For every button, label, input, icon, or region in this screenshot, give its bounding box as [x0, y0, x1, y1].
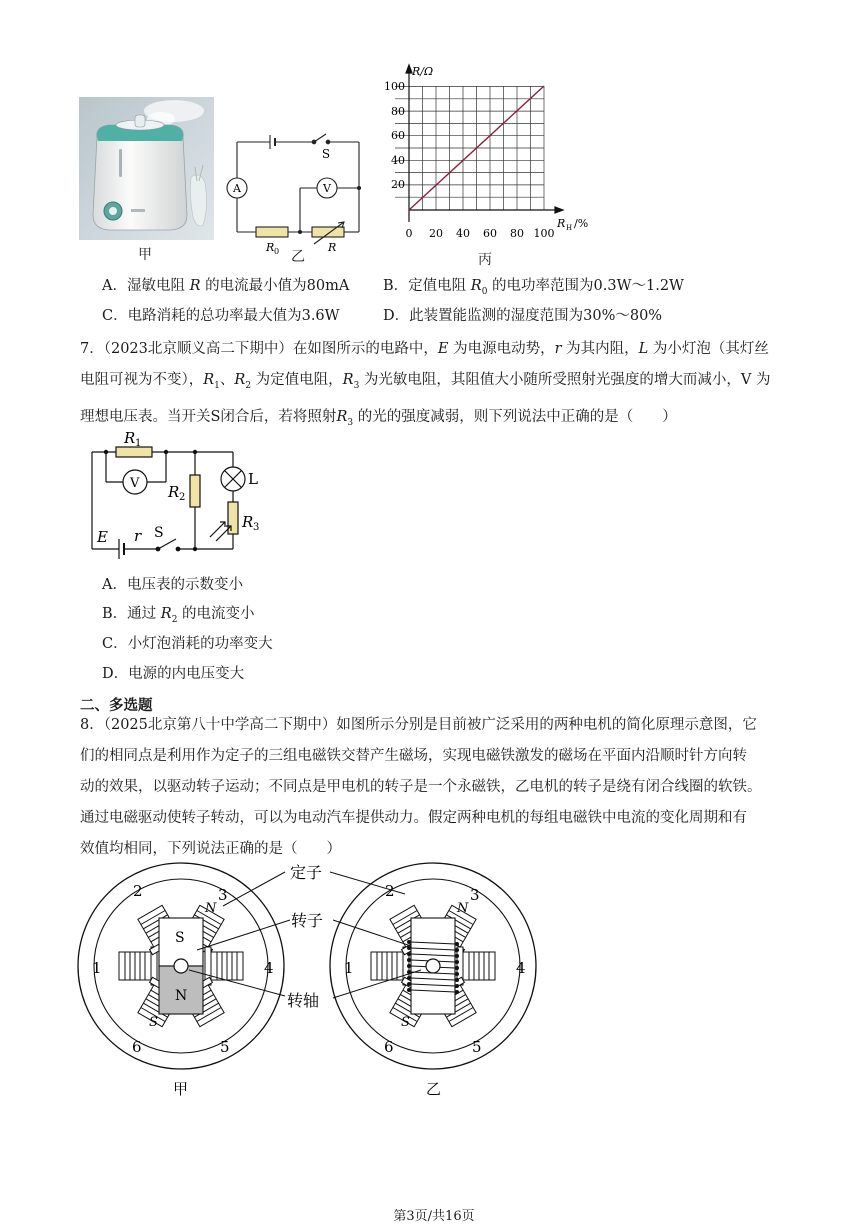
graph-x-tick: 0 — [405, 227, 413, 240]
q6-option-b[interactable]: B．定值电阻 $R_0$ 的电功率范围为0.3W～1.2W — [383, 278, 684, 297]
q6-option-c[interactable]: C．电路消耗的总功率最大值为3.6W — [102, 308, 340, 324]
q8-stem — [80, 710, 792, 865]
graph-y-tick: 20 — [391, 178, 405, 191]
resistance-humidity-graph — [370, 62, 605, 247]
q8-line: 动的效果，以驱动转子运动；不同点是甲电机的转子是一个永磁铁，乙电机的转子是绕有闭合线圈的软铁。 — [80, 779, 762, 795]
coil-number: 5 — [472, 1038, 482, 1056]
voltmeter-symbol: V — [323, 182, 331, 195]
motor-label-yi: 乙 — [426, 1080, 442, 1098]
stator-pole-s: S — [149, 1015, 158, 1030]
q7-internal-r-label: r — [134, 527, 142, 545]
ammeter-symbol: A — [233, 182, 241, 195]
rotor-pole-s: S — [175, 930, 185, 946]
humidifier-photo — [79, 97, 214, 240]
q8-line: 效值均相同，下列说法正确的是（ ） — [80, 841, 341, 857]
stator-pole-n: N — [457, 901, 469, 916]
q8-motor-diagram — [75, 858, 545, 1098]
q7-r3-label: R — [242, 513, 254, 531]
r0-subscript: 0 — [274, 247, 280, 256]
coil-number: 5 — [220, 1038, 230, 1056]
graph-x-tick: 60 — [483, 227, 497, 240]
stator-pole-s: S — [401, 1015, 410, 1030]
q6-option-d[interactable]: D．此装置能监测的湿度范围为30%～80% — [383, 308, 663, 324]
section-heading-multiple-choice: 二、多选题 — [80, 698, 153, 714]
graph-y-label: R/Ω — [412, 65, 434, 78]
coil-number: 3 — [470, 886, 480, 904]
coil-number: 6 — [132, 1038, 142, 1056]
figure-label-yi: 乙 — [291, 249, 305, 265]
q7-circuit-diagram — [86, 425, 276, 560]
figure-label-bing: 丙 — [478, 252, 492, 268]
humidity-circuit-diagram — [222, 128, 372, 258]
q7-line-2: 电阻可视为不变），$R_1$、$R_2$ 为定值电阻，$R_3$ 为光敏电阻，其阻值大小随所受照射光强度的增大而减小，V 为 — [80, 372, 771, 391]
figure-label-jia: 甲 — [138, 247, 152, 263]
graph-y-tick: 40 — [391, 154, 405, 167]
coil-number: 6 — [384, 1038, 394, 1056]
graph-x-tick: 40 — [456, 227, 470, 240]
q7-r2-label: R — [168, 483, 180, 501]
coil-number: 2 — [385, 882, 395, 900]
q7-line-3: 理想电压表。当开关S闭合后，若将照射$R_3$ 的光的强度减弱，则下列说法中正确的是（ ） — [80, 408, 677, 428]
graph-x-label-unit: /% — [574, 217, 589, 230]
rotor-pole-n: N — [175, 988, 188, 1004]
graph-x-tick: 80 — [510, 227, 524, 240]
q7-option-d[interactable]: D．电源的内电压变大 — [102, 666, 245, 682]
coil-number: 4 — [516, 959, 526, 977]
q7-r2-sub: 2 — [179, 492, 186, 503]
q7-stem — [80, 334, 792, 439]
q8-line: 8．（2025北京第八十中学高二下期中）如图所示分别是目前被广泛采用的两种电机的简化原理示意图，它 — [80, 717, 757, 733]
q7-lamp-label: L — [248, 470, 258, 488]
graph-x-tick: 20 — [429, 227, 443, 240]
q7-r1-sub: 1 — [135, 438, 142, 449]
rotor-label: 转子 — [291, 911, 324, 930]
coil-number: 3 — [218, 886, 228, 904]
coil-number: 4 — [264, 959, 274, 977]
shaft-label: 转轴 — [287, 991, 320, 1010]
q7-emf-label: E — [97, 528, 108, 546]
graph-y-tick: 100 — [384, 80, 405, 93]
switch-label: S — [321, 147, 331, 161]
r0-label: R — [266, 241, 275, 254]
q7-option-c[interactable]: C．小灯泡消耗的功率变大 — [102, 636, 273, 652]
coil-number: 1 — [92, 959, 102, 977]
coil-number: 1 — [344, 959, 354, 977]
q7-switch-label: S — [154, 525, 164, 541]
graph-x-tick: 100 — [533, 227, 555, 240]
q7-option-a[interactable]: A．电压表的示数变小 — [102, 577, 243, 593]
q8-line: 通过电磁驱动使转子转动，可以为电动汽车提供动力。假定两种电机的每组电磁铁中电流的变化周期和有 — [80, 810, 747, 826]
q7-option-b[interactable]: B．通过 $R_2$ 的电流变小 — [102, 606, 255, 625]
q7-r1-label: R — [124, 429, 136, 447]
q6-option-a[interactable]: A．湿敏电阻 R 的电流最小值为80mA — [102, 278, 350, 294]
coil-number: 2 — [133, 882, 143, 900]
graph-x-label-sub: H — [566, 224, 573, 232]
page-footer: 第3页/共16页 — [393, 1209, 475, 1224]
graph-x-label: R — [557, 217, 566, 230]
q7-r3-sub: 3 — [253, 522, 260, 533]
motor-label-jia: 甲 — [173, 1080, 189, 1098]
graph-y-tick: 60 — [391, 129, 405, 142]
r-label: R — [328, 241, 337, 254]
q7-voltmeter-symbol: V — [130, 476, 140, 491]
stator-label: 定子 — [290, 863, 323, 882]
stator-pole-n: N — [205, 901, 217, 916]
graph-y-tick: 80 — [391, 105, 405, 118]
q8-line: 们的相同点是利用作为定子的三组电磁铁交替产生磁场，实现电磁铁激发的磁场在平面内沿顺时针方向转 — [80, 748, 747, 764]
q7-line-1: 7．（2023北京顺义高二下期中）在如图所示的电路中，E 为电源电动势，r 为其内阻，L 为小灯泡（其灯丝 — [80, 341, 769, 357]
